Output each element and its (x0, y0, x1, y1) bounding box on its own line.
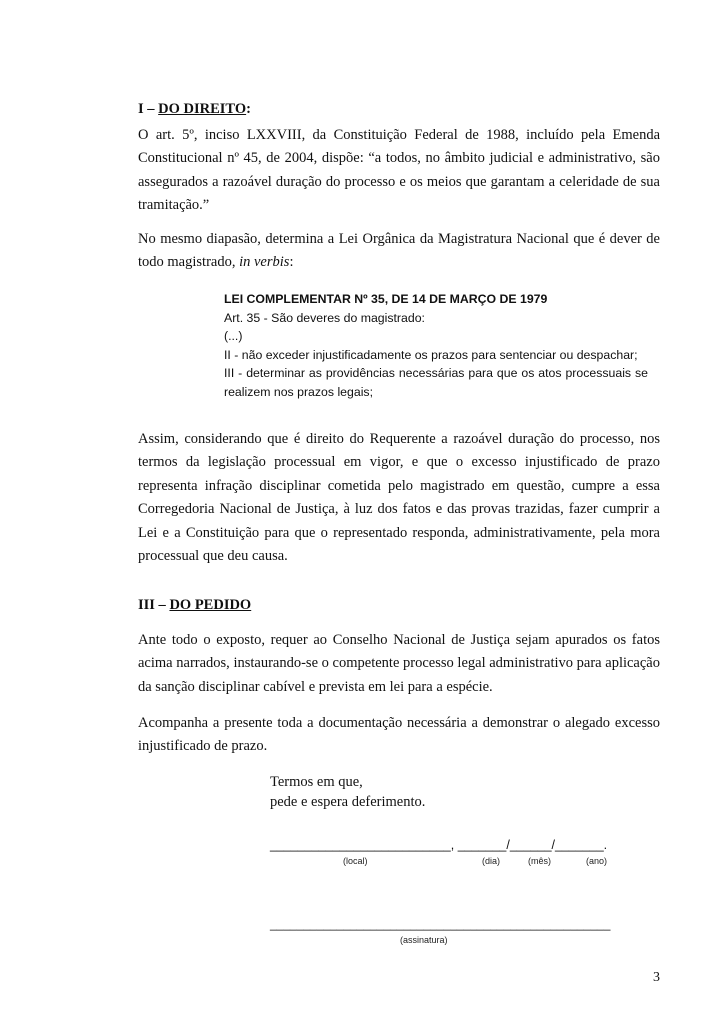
signature-label: (assinatura) (400, 935, 448, 945)
heading-prefix: I – (138, 101, 159, 117)
paragraph-documentacao: Acompanha a presente toda a documentação necessária a demonstrar o alegado excesso injustificado de prazo. (138, 715, 660, 755)
section-heading-pedido (138, 597, 251, 614)
heading-title: DO DIREITO (158, 101, 247, 117)
date-line: __________________________, _______/______/_______. (270, 838, 608, 852)
heading-suffix: : (246, 101, 251, 117)
quote-title: LEI COMPLEMENTAR Nº 35, DE 14 DE MARÇO DE 1979 (224, 292, 548, 306)
closing-line: Termos em que, (270, 774, 363, 790)
ano-label: (ano) (586, 856, 608, 866)
legal-quote (224, 290, 648, 401)
paragraph-loman-italic: in verbis (239, 254, 290, 271)
paragraph-pedido: Ante todo o exposto, requer ao Conselho Nacional de Justiça sejam apurados os fatos acima narrados, instaurando-se o competente processo legal administrativo para aplicação da sanção disciplinar cabível e prevista em lei para a espécie. (138, 632, 660, 695)
closing-line: pede e espera deferimento. (270, 794, 426, 810)
page-number: 3 (653, 970, 660, 985)
closing-block (270, 772, 425, 812)
quote-line: (...) (224, 329, 243, 343)
signature-line: ___________________________________________________ (270, 917, 611, 931)
paragraph-assim: Assim, considerando que é direito do Requerente a razoável duração do processo, nos termos da legislação processual em vigor, e que o excesso injustificado de prazo representa infração disciplinar cometida pelo magistrado em questão, cumpre a essa Corregedoria Nacional de Justiça, à luz dos fatos e das provas trazidas, fazer cumprir a Lei e a Constituição para que o representado responda, administrativamente, pela mora processual que deu causa. (138, 431, 660, 565)
heading-title: DO PEDIDO (169, 597, 252, 613)
local-label: (local) (343, 856, 368, 866)
paragraph-constituicao: O art. 5º, inciso LXXVIII, da Constituição Federal de 1988, incluído pela Emenda Constitucional nº 45, de 2004, dispõe: “a todos, no âmbito judicial e administrativo, são assegurados a razoável duração do processo e os meios que garantam a celeridade de sua tramitação.” (138, 127, 660, 214)
quote-line: Art. 35 - São deveres do magistrado: (224, 310, 425, 325)
mes-label: (mês) (528, 856, 551, 866)
section-heading-direito (138, 101, 251, 118)
quote-line: III - determinar as providências necessárias para que os atos processuais se realizem nos prazos legais; (224, 366, 648, 399)
dia-label: (dia) (482, 856, 501, 866)
paragraph-loman (138, 228, 660, 275)
heading-prefix: III – (138, 597, 170, 613)
paragraph-loman-end: : (289, 254, 294, 271)
paragraph-loman-text: No mesmo diapasão, determina a Lei Orgânica da Magistratura Nacional que é dever de todo magistrado, (138, 231, 660, 271)
quote-line: II - não exceder injustificadamente os prazos para sentenciar ou despachar; (224, 347, 638, 362)
